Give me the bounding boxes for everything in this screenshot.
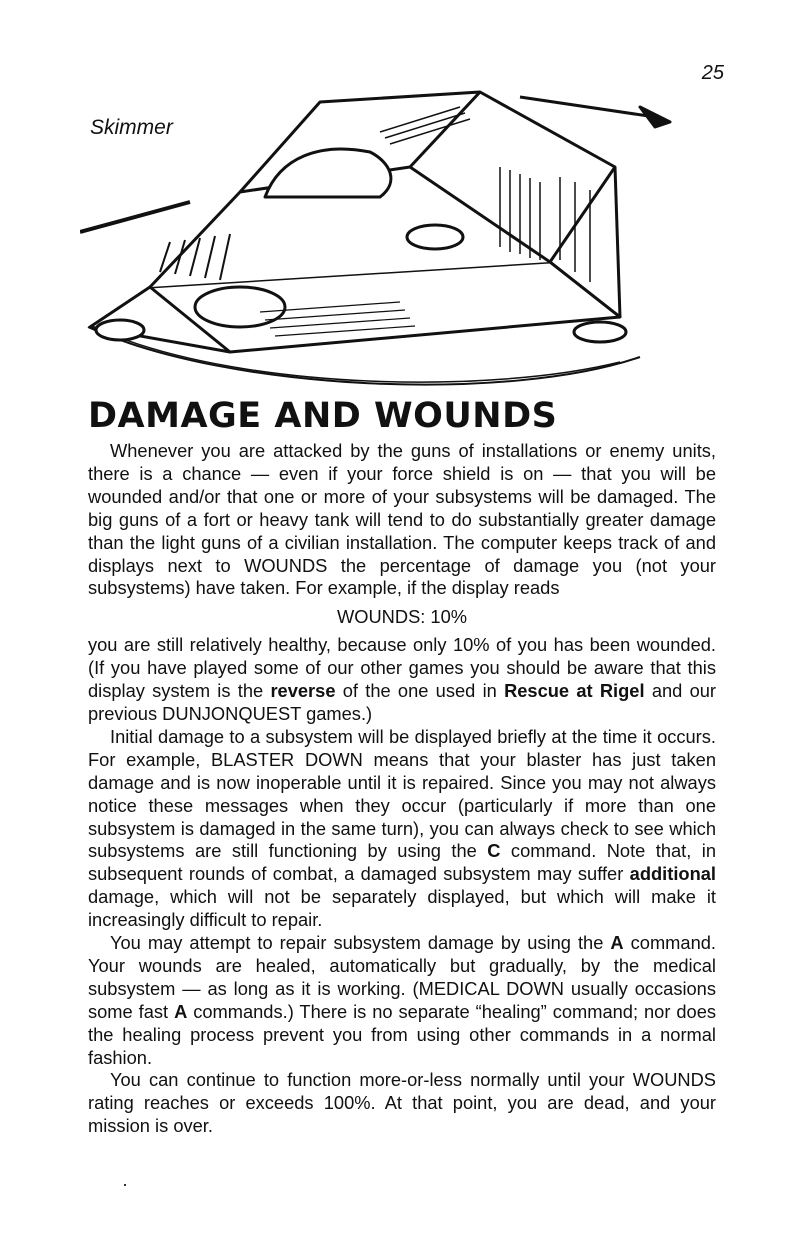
- body-text: [88, 440, 716, 1138]
- paragraph-3: Initial damage to a subsystem will be displayed briefly at the time it occurs. For example, BLASTER DOWN means that your blaster has just taken damage and is now inoperable until it is repaired. Since you may not always notice these messages when they occur (particularly if more than one subsystem is damaged in the same turn), you can always check to see which subsystems are still functioning by using the C command. Note that, in subsequent rounds of combat, a damaged subsystem may suffer additional damage, which will not be separately displayed, but which will make it increasingly difficult to repair.: [88, 725, 717, 931]
- page-number: 25: [701, 62, 724, 84]
- paragraph-2: you are still relatively healthy, because only 10% of you has been wounded. (If you have played some of our other games you should be aware that this display system is the reverse of the one used in Rescue at Rigel and our previous DUNJONQUEST games.): [88, 634, 716, 724]
- paragraph-4: You may attempt to repair subsystem damage by using the A command. Your wounds are healed, automatically but gradually, by the medical subsystem — as long as it is working. (MEDICAL DOWN usually occasions some fast A commands.) There is no separate “healing” command; nor does the healing process prevent you from using other commands in a normal fashion.: [88, 932, 716, 1068]
- wounds-display-example: WOUNDS: 10%: [336, 606, 468, 628]
- paragraph-5: You can continue to function more-or-less normally until your WOUNDS rating reaches or exceeds 100%. At that point, you are dead, and your mission is over.: [88, 1069, 716, 1137]
- illustration-caption: Skimmer: [90, 116, 173, 139]
- section-heading: DAMAGE AND WOUNDS: [88, 396, 558, 436]
- skimmer-hovercraft-illustration: [80, 72, 700, 397]
- stray-dot: [124, 1184, 126, 1186]
- paragraph-1: Whenever you are attacked by the guns of installations or enemy units, there is a chance — even if your force shield is on — that you will be wounded and/or that one or more of your subsystems will be damaged. The big guns of a fort or heavy tank will tend to do substantially greater damage than the light guns of a civilian installation. The computer keeps track of and displays next to WOUNDS the percentage of damage you (not your subsystems) have taken. For example, if the display reads: [88, 440, 716, 599]
